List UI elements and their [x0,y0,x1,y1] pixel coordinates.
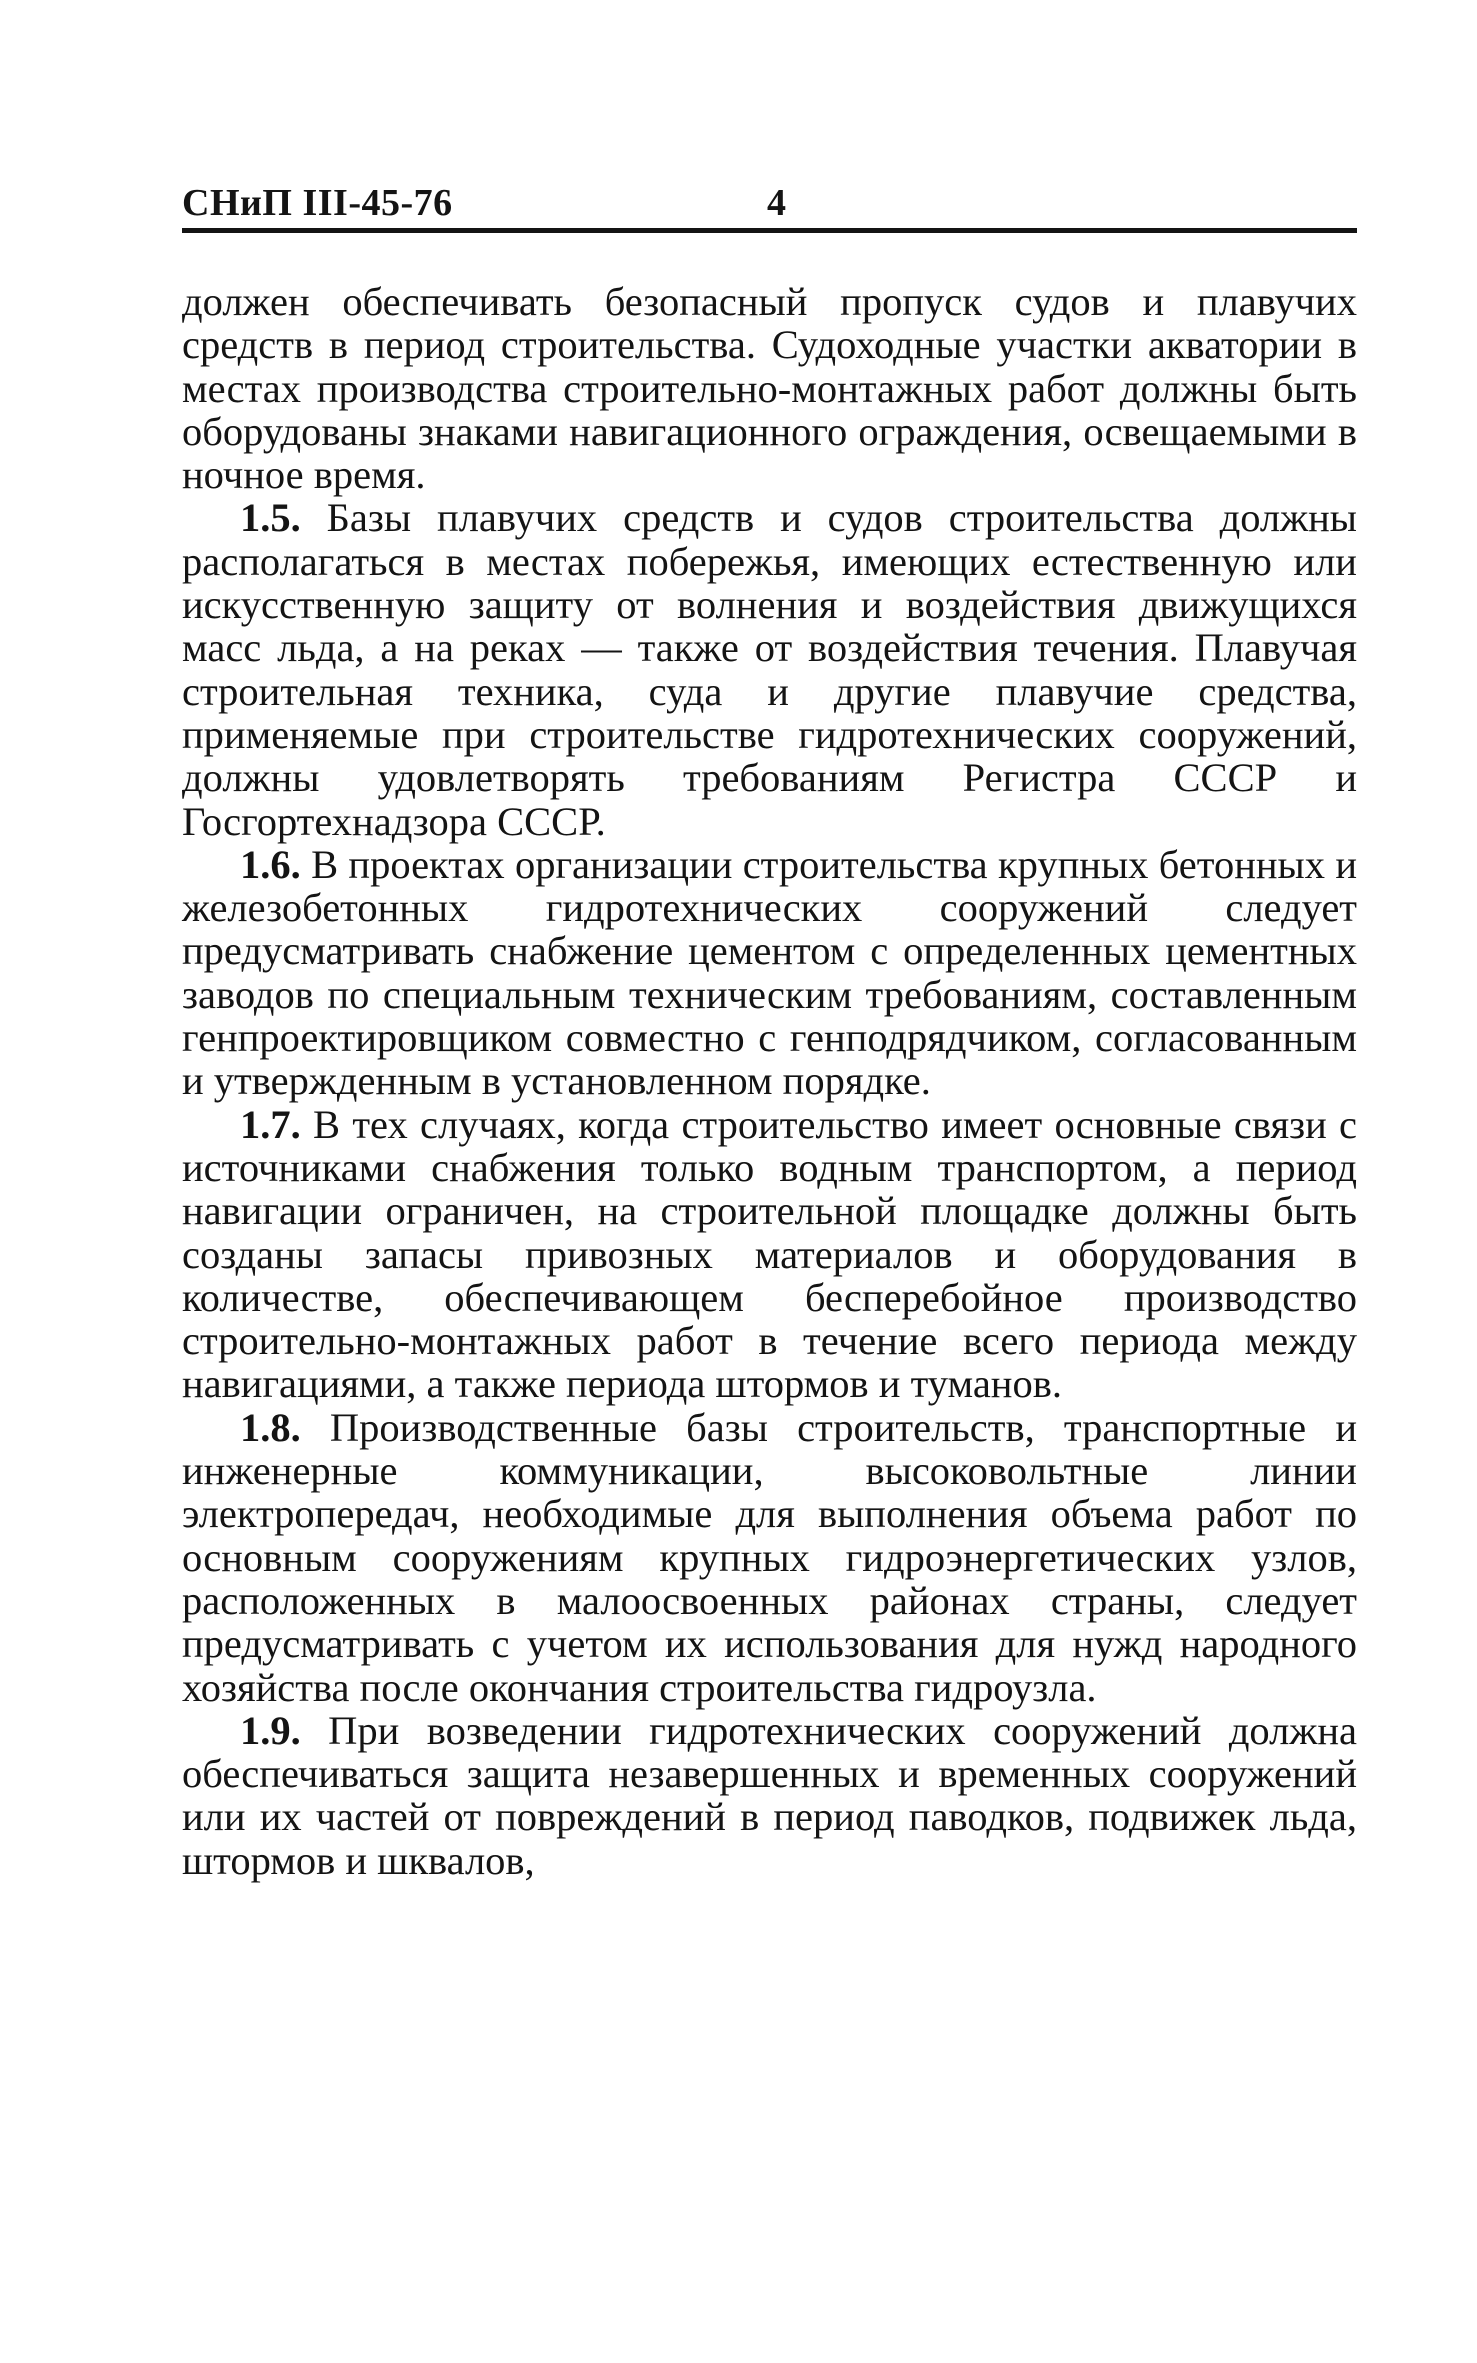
paragraph-1-6 [182,843,1357,1103]
paragraph-1-9 [182,1709,1357,1882]
paragraph-continuation [182,280,1357,496]
paragraph-text: должен обеспечивать безопасный пропуск судов и плавучих средств в период строительства. Судоходные участки акватории в местах производства строительно-монтажных работ должны быть оборудованы знаками навигационного ограждения, освещаемыми в ночное время. [182,279,1357,498]
paragraph-text: В тех случаях, когда строительство имеет основные связи с источниками снабжения только водным транспортом, а период навигации ограничен, на строительной площадке должны быть созданы запасы привозных материалов и оборудования в количестве, обеспечивающем бесперебойное производство строительно-монтажных работ в течение всего периода между навигациями, а также периода штормов и туманов. [182,1101,1358,1407]
paragraph-1-7 [182,1103,1357,1406]
paragraph-number: 1.6. [240,841,301,887]
paragraph-number: 1.9. [240,1707,301,1753]
paragraph-1-8 [182,1406,1357,1709]
paragraph-number: 1.7. [240,1101,301,1147]
paragraph-text: При возведении гидротехнических сооружений должна обеспечиваться защита незавершенных и временных сооружений или их частей от повреждений в период паводков, подвижек льда, штормов и шквалов, [182,1707,1357,1883]
paragraph-number: 1.8. [240,1404,301,1450]
paragraph-text: Базы плавучих средств и судов строительства должны располагаться в местах побережья, имеющих естественную или искусственную защиту от волнения и воздействия движущихся масс льда, а на реках — также от воздействия течения. Плавучая строительная техника, суда и другие плавучие средства, применяемые при строительстве гидротехнических сооружений, должны удовлетворять требованиям Регистра СССР и Госгортехнадзора СССР. [182,495,1357,844]
page-header [182,180,1357,230]
body-text [182,280,1357,1882]
document-code: СНиП III-45-76 [182,182,453,224]
paragraph-1-5 [182,496,1357,842]
paragraph-number: 1.5. [240,495,301,541]
page-number: 4 [767,182,786,224]
paragraph-text: В проектах организации строительства крупных бетонных и железобетонных гидротехнических сооружений следует предусматривать снабжение цементом с определенных цементных заводов по специальным техническим требованиям, составленным генпроектировщиком совместно с генподрядчиком, согласованным и утвержденным в установленном порядке. [182,841,1358,1104]
paragraph-text: Производственные базы строительств, транспортные и инженерные коммуникации, высоковольтные линии электропередач, необходимые для выполнения объема работ по основным сооружениям крупных гидроэнергетических узлов, расположенных в малоосвоенных районах страны, следует предусматривать с учетом их использования для нужд народного хозяйства после окончания строительства гидроузла. [182,1404,1357,1710]
header-rule [182,228,1357,233]
